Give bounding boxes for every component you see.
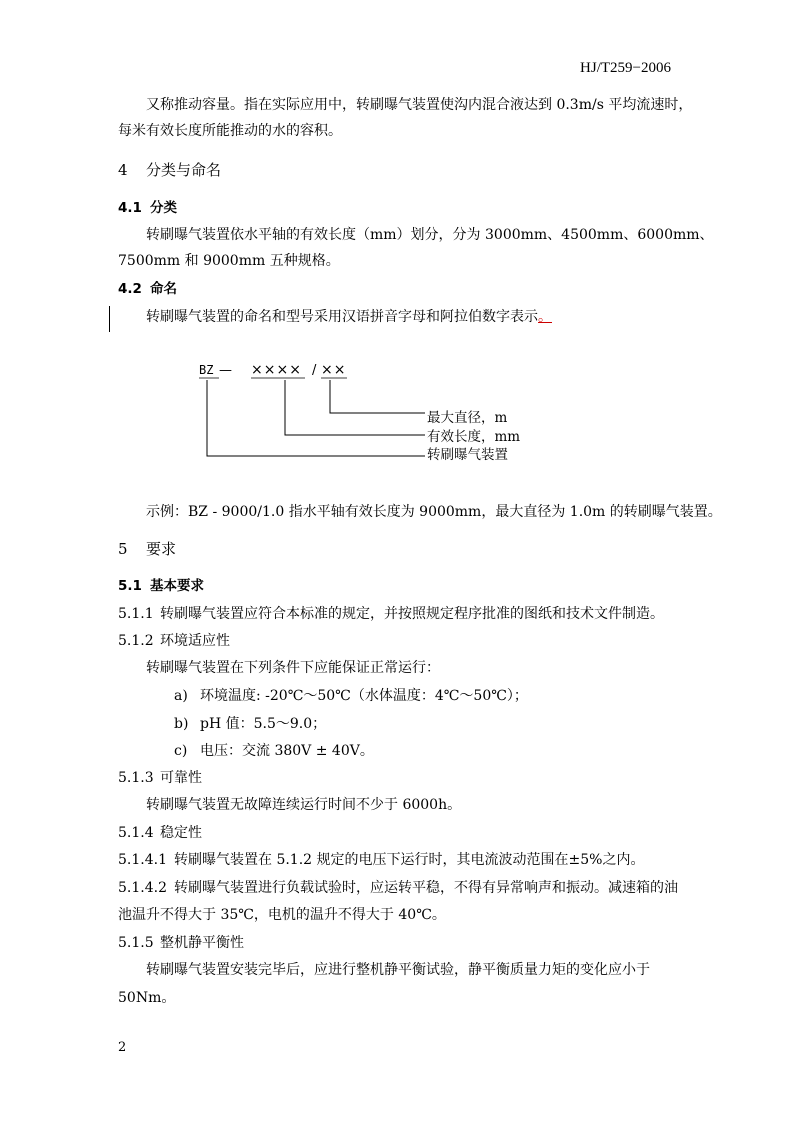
clause-5-1-1: [118, 601, 664, 627]
clause-5-1-3-heading: [118, 765, 202, 791]
clause-number: 5.1.3: [118, 770, 154, 786]
list-item-label: a): [174, 688, 188, 704]
list-item: [174, 738, 374, 764]
list-item-text: 电压：交流 380V ± 40V。: [200, 743, 374, 759]
list-item: [174, 711, 326, 737]
section-4-1-line-2: 7500mm 和 9000mm 五种规格。: [118, 253, 340, 269]
clause-5-1-5-line-1: 转刷曝气装置安装完毕后，应进行整机静平衡试验，静平衡质量力矩的变化应小于: [146, 962, 650, 978]
clause-5-1-5-line-2: 50Nm。: [118, 990, 176, 1006]
clause-title: 稳定性: [160, 825, 202, 841]
list-item-label: c): [174, 743, 188, 759]
section-4-1-line-1: 转刷曝气装置依水平轴的有效长度（mm）划分，分为 3000mm、4500mm、6000mm、: [146, 227, 714, 243]
list-item-text: 环境温度: -20℃～50℃（水体温度：4℃～50℃）；: [200, 688, 528, 704]
section-4-2-heading: [118, 276, 177, 302]
page-number: 2: [118, 1040, 127, 1055]
section-number: 4: [118, 161, 128, 179]
section-number: 4.2: [118, 281, 142, 297]
clause-number: 5.1.4.2: [118, 880, 167, 896]
clause-5-1-4-2-line-2: 池温升不得大于 35℃，电机的温升不得大于 40℃。: [118, 907, 446, 923]
clause-title: 环境适应性: [160, 633, 230, 649]
clause-number: 5.1.5: [118, 935, 154, 951]
clause-number: 5.1.2: [118, 633, 154, 649]
section-title: 分类与命名: [146, 161, 222, 179]
length-label: 有效长度，mm: [427, 429, 521, 445]
section-4-2-text: [146, 304, 552, 330]
diameter-leader-line: [330, 380, 425, 413]
clause-5-1-5-heading: [118, 930, 244, 956]
clause-number: 5.1.4: [118, 825, 154, 841]
section-5-1-heading: [118, 573, 204, 599]
section-text: 转刷曝气装置的命名和型号采用汉语拼音字母和阿拉伯数字表示: [146, 309, 538, 325]
clause-5-1-3-text: 转刷曝气装置无故障连续运行时间不少于 6000h。: [146, 797, 462, 813]
section-4-heading: [118, 157, 221, 183]
revision-mark: 。: [538, 309, 552, 325]
example-text: 示例：BZ - 9000/1.0 指水平轴有效长度为 9000mm，最大直径为 1.0m 的转刷曝气装置。: [146, 504, 722, 520]
section-title: 要求: [146, 540, 177, 558]
list-item-label: b): [174, 716, 189, 732]
document-code: HJ/T259−2006: [580, 60, 671, 76]
list-item-text: pH 值：5.5～9.0；: [200, 716, 327, 732]
list-item: [174, 683, 528, 709]
clause-title: 整机静平衡性: [160, 935, 244, 951]
diagram-slash: /: [312, 363, 317, 378]
clause-5-1-2-text: 转刷曝气装置在下列条件下应能保证正常运行：: [146, 660, 440, 676]
section-title: 分类: [150, 200, 177, 216]
clause-title: 可靠性: [160, 770, 202, 786]
device-leader-line: [207, 380, 425, 456]
model-designation-diagram: [195, 358, 535, 468]
intro-line-1: 又称推动容量。指在实际应用中，转刷曝气装置使沟内混合液达到 0.3m/s 平均流速时，: [146, 97, 693, 113]
clause-number: 5.1.1: [118, 606, 154, 622]
clause-5-1-4-1: [118, 847, 644, 873]
section-number: 5.1: [118, 578, 142, 594]
section-title: 基本要求: [150, 578, 204, 594]
diagram-diameter-code: ××: [321, 362, 347, 378]
length-leader-line: [285, 380, 425, 435]
clause-text: 转刷曝气装置进行负载试验时，应运转平稳，不得有异常响声和振动。减速箱的油: [174, 880, 678, 896]
diagram-length-code: ××××: [251, 362, 302, 378]
clause-5-1-4-2: [118, 875, 678, 901]
change-bar: [109, 306, 110, 332]
clause-5-1-4-heading: [118, 820, 202, 846]
intro-line-2: 每米有效长度所能推动的水的容积。: [118, 123, 342, 139]
diameter-label: 最大直径，m: [427, 410, 508, 426]
diagram-dash: —: [219, 363, 232, 378]
device-label: 转刷曝气装置: [427, 447, 508, 463]
clause-number: 5.1.4.1: [118, 852, 167, 868]
section-number: 4.1: [118, 200, 142, 216]
section-5-heading: [118, 536, 176, 562]
clause-text: 转刷曝气装置应符合本标准的规定，并按照规定程序批准的图纸和技术文件制造。: [160, 606, 664, 622]
section-title: 命名: [150, 281, 177, 297]
section-number: 5: [118, 540, 128, 558]
section-4-1-heading: [118, 195, 177, 221]
clause-5-1-2-heading: [118, 628, 230, 654]
diagram-prefix: BZ: [199, 363, 214, 377]
clause-text: 转刷曝气装置在 5.1.2 规定的电压下运行时，其电流波动范围在±5%之内。: [174, 852, 645, 868]
